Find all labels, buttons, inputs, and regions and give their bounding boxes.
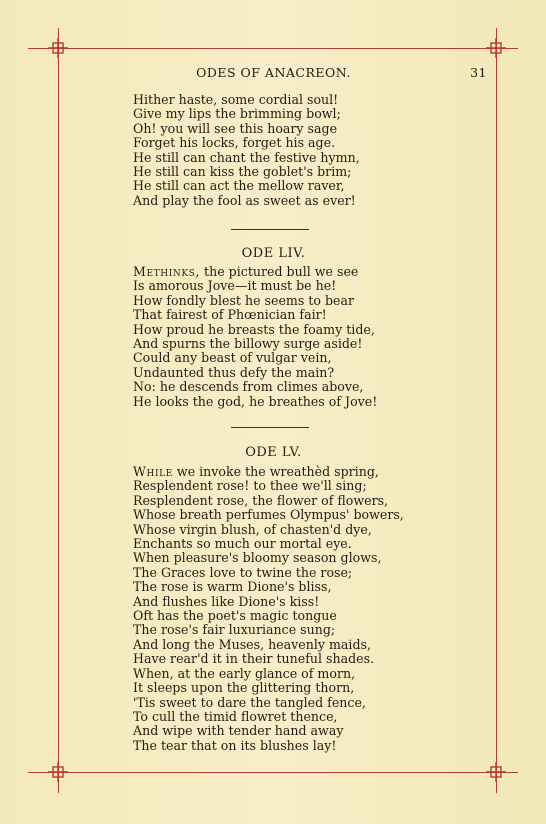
verse-line: Have rear'd it in their tuneful shades. <box>133 651 375 667</box>
section-divider <box>231 229 309 230</box>
corner-ornament-bottom-left-icon <box>47 761 69 783</box>
verse-line: Oft has the poet's magic tongue <box>133 608 337 624</box>
verse-line: 'Tis sweet to dare the tangled fence, <box>133 694 366 710</box>
verse-line: And long the Muses, heavenly maids, <box>133 636 371 652</box>
verse-line: He looks the god, he breathes of Jove! <box>133 393 378 409</box>
initial-word: While <box>133 464 173 479</box>
verse-line: When pleasure's bloomy season glows, <box>133 550 382 566</box>
border-left-rule <box>58 28 59 793</box>
running-head-title: ODES OF ANACREON. <box>196 65 351 80</box>
verse-line: The rose's fair luxuriance sung; <box>133 622 336 638</box>
verse-line: And spurns the billowy surge aside! <box>133 336 363 352</box>
verse-line: How fondly blest he seems to bear <box>133 292 355 308</box>
verse-line: Forget his locks, forget his age. <box>133 135 336 151</box>
verse-line: Resplendent rose, the flower of flowers, <box>133 492 389 508</box>
verse-line: No: he descends from climes above, <box>133 379 364 395</box>
corner-ornament-top-left-icon <box>47 37 69 59</box>
verse-line: He still can chant the festive hymn, <box>133 149 360 165</box>
verse-line-rest: we invoke the wreathèd spring, <box>172 464 379 479</box>
verse-line: That fairest of Phœnician fair! <box>133 307 327 323</box>
border-bottom-rule <box>28 772 518 773</box>
verse-line: Undaunted thus defy the main? <box>133 364 335 380</box>
verse-line: When, at the early glance of morn, <box>133 665 356 681</box>
verse-line: And play the fool as sweet as ever! <box>133 192 356 208</box>
verse-line: Could any beast of vulgar vein, <box>133 350 332 366</box>
verse-line: He still can act the mellow raver, <box>133 178 345 194</box>
verse-line: He still can kiss the goblet's brim; <box>133 164 352 180</box>
verse-line: To cull the timid flowret thence, <box>133 708 338 724</box>
verse-line: Hither haste, some cordial soul! <box>133 92 339 107</box>
verse-line: The Graces love to twine the rose; <box>133 564 353 580</box>
page-number: 31 <box>470 65 487 80</box>
ode-lv-stanza <box>133 465 404 753</box>
border-top-rule <box>28 48 518 49</box>
verse-line <box>133 465 404 479</box>
corner-ornament-top-right-icon <box>485 37 507 59</box>
verse-line: Oh! you will see this hoary sage <box>133 120 338 136</box>
verse-line: How proud he breasts the foamy tide, <box>133 321 375 337</box>
verse-line: Whose virgin blush, of chasten'd dye, <box>133 521 372 537</box>
verse-line <box>133 265 377 279</box>
corner-ornament-bottom-right-icon <box>485 761 507 783</box>
verse-line: And wipe with tender hand away <box>133 723 344 739</box>
border-right-rule <box>496 28 497 793</box>
section-divider <box>231 427 309 428</box>
verse-line: It sleeps upon the glittering thorn, <box>133 680 355 696</box>
ode-liii-ending <box>133 93 360 208</box>
verse-line: The rose is warm Dione's bliss, <box>133 579 332 595</box>
ode-liv-stanza <box>133 265 377 409</box>
verse-line: Give my lips the brimming bowl; <box>133 106 341 122</box>
verse-line: Resplendent rose! to thee we'll sing; <box>133 478 367 494</box>
verse-line: Whose breath perfumes Olympus' bowers, <box>133 507 404 523</box>
verse-line-rest: the pictured bull we see <box>200 264 359 279</box>
verse-line: And flushes like Dione's kiss! <box>133 593 320 609</box>
ode-lv-title: ODE LV. <box>245 445 302 460</box>
verse-line: Enchants so much our mortal eye. <box>133 536 352 552</box>
initial-word: Methinks, <box>133 264 201 279</box>
verse-line: The tear that on its blushes lay! <box>133 737 337 753</box>
ode-liv-title: ODE LIV. <box>241 246 306 261</box>
verse-line: Is amorous Jove—it must be he! <box>133 278 337 294</box>
